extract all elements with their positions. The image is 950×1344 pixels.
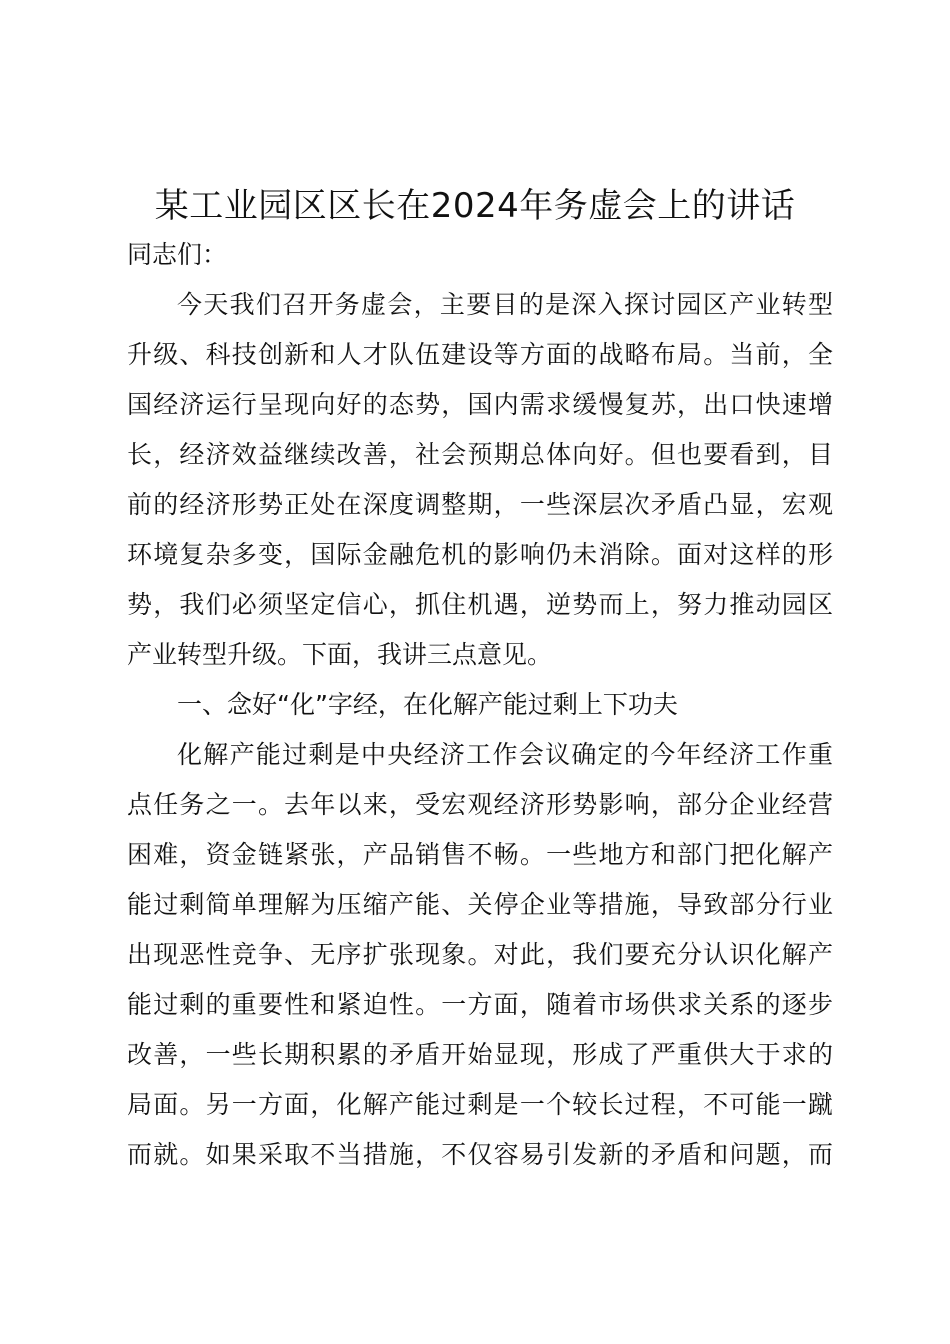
paragraph-line: 环境复杂多变，国际金融危机的影响仍未消除。面对这样的形 xyxy=(127,540,833,569)
paragraph-line: 能过剩的重要性和紧迫性。一方面，随着市场供求关系的逐步 xyxy=(127,990,833,1019)
paragraph-line: 势，我们必须坚定信心，抓住机遇，逆势而上，努力推动园区 xyxy=(127,590,833,619)
paragraph-line: 前的经济形势正处在深度调整期，一些深层次矛盾凸显，宏观 xyxy=(127,490,833,519)
paragraph-line: 今天我们召开务虚会，主要目的是深入探讨园区产业转型 xyxy=(177,290,833,319)
paragraph-line: 改善，一些长期积累的矛盾开始显现，形成了严重供大于求的 xyxy=(127,1040,833,1069)
section-heading: 一、念好“化”字经，在化解产能过剩上下功夫 xyxy=(177,690,678,719)
paragraph-line: 局面。另一方面，化解产能过剩是一个较长过程，不可能一蹴 xyxy=(127,1090,833,1119)
paragraph-line: 长，经济效益继续改善，社会预期总体向好。但也要看到，目 xyxy=(127,440,833,469)
paragraph-line: 化解产能过剩是中央经济工作会议确定的今年经济工作重 xyxy=(177,740,833,769)
paragraph-line: 而就。如果采取不当措施，不仅容易引发新的矛盾和问题，而 xyxy=(127,1140,833,1169)
document-title: 某工业园区区长在2024年务虚会上的讲话 xyxy=(154,186,796,226)
paragraph-line: 能过剩简单理解为压缩产能、关停企业等措施，导致部分行业 xyxy=(127,890,833,919)
paragraph-line: 升级、科技创新和人才队伍建设等方面的战略布局。当前，全 xyxy=(127,340,833,369)
paragraph-line: 国经济运行呈现向好的态势，国内需求缓慢复苏，出口快速增 xyxy=(127,390,833,419)
paragraph-line: 点任务之一。去年以来，受宏观经济形势影响，部分企业经营 xyxy=(127,790,833,819)
salutation: 同志们： xyxy=(127,240,228,269)
paragraph-line: 困难，资金链紧张，产品销售不畅。一些地方和部门把化解产 xyxy=(127,840,833,869)
paragraph-line: 出现恶性竞争、无序扩张现象。对此，我们要充分认识化解产 xyxy=(127,940,833,969)
paragraph-line: 产业转型升级。下面，我讲三点意见。 xyxy=(127,640,553,669)
